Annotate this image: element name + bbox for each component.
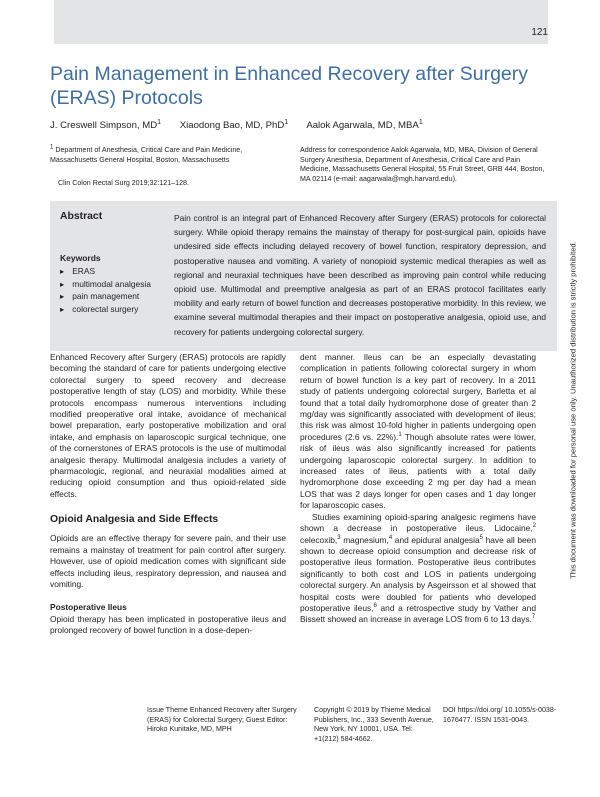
section-paragraph: Opioids are an effective therapy for severe pain, and their use remains a mainstay of treatment for pain control after surgery. However, use of opioid medication comes with significant side effects including ileus, respiratory depression, and nausea and vomiting. (50, 533, 286, 589)
header-band (54, 0, 548, 44)
copyright-footer: Copyright © 2019 by Thieme Medical Publishers, Inc., 333 Seventh Avenue, New York, NY 10001, USA. Tel: +1(212) 584-4662. (314, 706, 434, 743)
issue-theme-footer: Issue Theme Enhanced Recovery after Surgery (ERAS) for Colorectal Surgery; Guest Editor: Hiroko Kunitake, MD, MPH (147, 706, 297, 733)
author: Xiaodong Bao, MD, PhD$^1$ (179, 118, 289, 131)
keyword-item: ▸ ERAS (60, 265, 151, 278)
keywords-heading: Keywords (60, 253, 101, 263)
affiliation: $^1$ Department of Anesthesia, Critical Care and Pain Medicine, Massachusetts General Hospital, Boston, Massachusetts (50, 144, 243, 164)
keyword-item: ▸ multimodal analgesia (60, 278, 151, 291)
intro-paragraph: Enhanced Recovery after Surgery (ERAS) protocols are rapidly becoming the standard of care for patients undergoing elective colorectal surgery to speed recovery and decrease postoperative length of stay (LOS) and morbidity. While these protocols encompass numerous interventions including modified preoperative oral intake, avoidance of mechanical bowel preparation, early postoperative mobilization and oral intake, and emphasis on laparoscopic surgical technique, one of the cornerstones of ERAS protocols is the use of multimodal analgesic therapy. Multimodal analgesia includes a variety of pharmacologic, regional, and neuraxial modalities aimed at reducing opioid consumption and thus opioid-related side effects. (50, 352, 286, 499)
author: J. Creswell Simpson, $MD^1$ (50, 118, 162, 131)
abstract-box (50, 201, 557, 351)
body-paragraph: dent manner. Ileus can be an especially devastating complication in patients following colorectal surgery in whom return of bowel function is a key part of recovery. In a 2011 study of patients undergoing colorectal surgery, Barletta et al found that a total daily hydromorphone dose of greater than 2 mg/day was significantly associated with development of ileus; this risk was almost 10-fold higher in patients undergoing open procedures (2.6 vs. 22%).$^1$ Though absolute rates were lower, risk of ileus was also significantly increased for patients undergoing laparoscopic colorectal surgery. In addition to increased rates of ileus, patients with a total daily hydromorphone dose exceeding 2 mg per day had a mean LOS that was 2 days longer for open cases and 1 day longer for laparoscopic cases. (300, 352, 536, 511)
author: Aalok Agarwala, MD, MBA$^1$ (306, 118, 423, 131)
abstract-heading: Abstract (60, 211, 103, 222)
author-list (50, 120, 570, 131)
body-paragraph: Studies examining opioid-sparing analgesic regimens have shown a decrease in postoperative ileus. Lidocaine,$^2$ celecoxib,$^3$ magnesium,$^4$ and epidural analgesia$^5$ have all been shown to decrease opioid consumption and decrease risk of postoperative ileus formation. Postoperative ileus contributes significantly to both cost and LOS in patients undergoing colorectal surgery. An analysis by Asgeirsson et al showed that hospital costs were doubled for patients who developed postoperative ileus,$^6$ and a retrospective study by Vather and Bissett showed an increase in average LOS from 6 to 13 days.$^7$ (300, 511, 536, 625)
subsection-paragraph: Opioid therapy has been implicated in postoperative ileus and prolonged recovery of bowel function in a dose-depen- (50, 613, 286, 636)
citation: Clin Colon Rectal Surg 2019;32:121–128. (58, 179, 189, 187)
keyword-item: ▸ colorectal surgery (60, 303, 151, 316)
section-heading: Opioid Analgesia and Side Effects (50, 514, 219, 526)
keyword-list (60, 265, 151, 315)
right-column (300, 352, 536, 626)
page-number: 121 (531, 27, 548, 38)
article-title: Pain Management in Enhanced Recovery after Surgery (ERAS) Protocols (50, 63, 529, 109)
abstract-text: Pain control is an integral part of Enhanced Recovery after Surgery (ERAS) protocols for colorectal surgery. While opioid therapy remains the mainstay of therapy for post-surgical pain, opioids have undesired side effects including delayed recovery of bowel function, respiratory depression, and postoperative nausea and vomiting. A variety of nonopioid systemic medical therapies as well as regional and neuraxial techniques have been described as improving pain control while reducing opioid use. Multimodal and preemptive analgesia as part of an ERAS protocol facilitates early mobility and early return of bowel function and decreases postoperative morbidity. In this review, we examine several multimodal therapies and their impact on postoperative analgesia, opioid use, and recovery for patients undergoing colorectal surgery. (174, 213, 546, 337)
left-column (50, 352, 286, 637)
doi-footer: DOI https://doi.org/ 10.1055/s-0038-1676477. ISSN 1531-0043. (443, 706, 557, 724)
correspondence: Address for correspondence Aalok Agarwala, MD, MBA, Division of General Surgery Anesthesia, Department of Anesthesia, Critical Care and Pain Medicine, Massachusetts General Hospital, 55 Fruit Street, GRB 444, Boston, MA 02114 (e-mail: aagarwala@mgh.harvard.edu). (300, 146, 545, 183)
keyword-item: ▸ pain management (60, 290, 151, 303)
subsection-heading: Postoperative Ileus (50, 602, 127, 613)
